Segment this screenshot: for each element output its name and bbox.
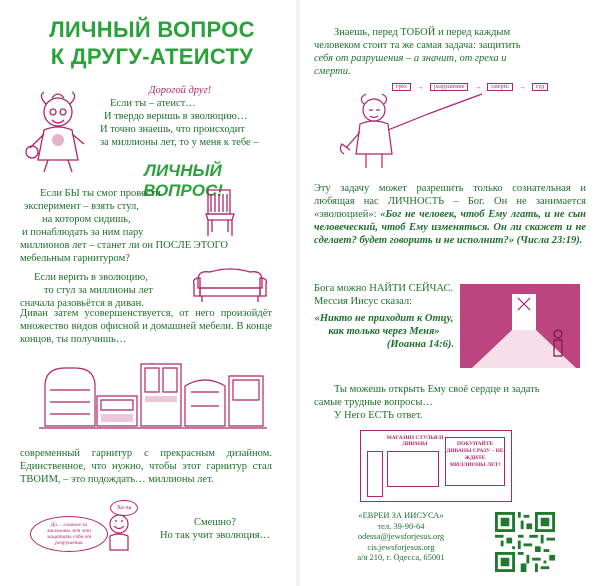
god-paragraph xyxy=(314,182,586,247)
teacher-illustration xyxy=(334,92,494,170)
paragraph-line: на котором сидишь, xyxy=(42,214,131,225)
chain-box: грех xyxy=(392,83,411,91)
org-name: «ЕВРЕИ ЗА ИИСУСА» xyxy=(358,510,444,520)
sin-chain-diagram: грех → разрушение → смерть → суд xyxy=(392,80,592,94)
paragraph-line: миллионов лет – станет ли он ПОСЛЕ ЭТОГО xyxy=(20,240,228,251)
left-panel xyxy=(0,0,296,586)
email: odessa@jewsforjesus.org xyxy=(357,531,445,541)
paragraph-line: У Него ЕСТЬ ответ. xyxy=(334,410,423,421)
chain-box: суд xyxy=(532,83,548,91)
intro-line: И твердо веришь в эволюцию… xyxy=(104,111,248,122)
paragraph-line: Ты можешь открыть Ему своё сердце и задать xyxy=(334,384,540,395)
website: cis.jewsforjesus.org xyxy=(367,541,435,552)
paragraph-line: человеком стоит та же самая задача: защитить xyxy=(314,40,521,51)
leaflet-title xyxy=(22,16,282,70)
numbers-quote: «Бог не человек, чтоб Ему лгать, и не сын человеческий, чтоб Ему изменяться. Он ли скажет и не сделает? будет говорить и не исполнит?» (Числа 23:19). xyxy=(314,209,587,246)
contacts xyxy=(326,510,476,563)
title-line-2: К ДРУГУ-АТЕИСТУ xyxy=(50,44,254,69)
shop-door xyxy=(367,451,383,497)
greeting: Дорогой друг! xyxy=(148,85,212,96)
chain-box: разрушение xyxy=(430,83,468,91)
phone: тел. 39-90-64 xyxy=(377,520,425,531)
speech-bubble-text: Да… главное за миллионы лет это защитить себя от разрушения xyxy=(46,522,92,546)
laugh-bubble-text: Ха-ха xyxy=(116,505,132,511)
right-panel xyxy=(300,0,600,586)
paragraph-line: и понаблюдать за ним пару xyxy=(22,227,144,238)
funny-line: Но так учит эволюция… xyxy=(159,530,271,541)
find-god-text: Бога можно НАЙТИ СЕЙЧАС. Мессия Иисус сказал: xyxy=(314,283,454,307)
paragraph-line: эксперимент – взять стул, xyxy=(24,201,139,212)
personal-question-heading: ЛИЧНЫЙ ВОПРОС! xyxy=(143,161,223,200)
closing-paragraph xyxy=(314,383,594,422)
paragraph-line: сначала разовьётся в диван. xyxy=(20,298,144,309)
qr-code-icon xyxy=(495,512,555,572)
speech-bubble xyxy=(30,516,108,552)
furniture-paragraph: Диван затем усовершенствуется, от него произойдёт множество видов офисной и домашней мебели. В конце концов, ты получишь… xyxy=(20,308,272,345)
task-paragraph xyxy=(314,26,586,78)
god-text: Эту задачу может разрешить только сознательная и любящая нас ЛИЧНОСТЬ – Бог. Он не занимается «эволюцией»: xyxy=(314,183,586,220)
furniture-shop-illustration xyxy=(360,430,512,502)
intro-line: Если ты – атеист… xyxy=(110,98,196,109)
shop-sign: МАГАЗИН СТУЛЬЯ И ДИВАНЫ xyxy=(386,435,444,447)
intro-line: за миллионы лет, то у меня к тебе – xyxy=(100,137,259,148)
funny-line: Смешно? xyxy=(194,517,236,528)
intro-line: И точно знаешь, что происходит xyxy=(100,124,245,135)
sofa-illustration xyxy=(190,266,270,306)
furniture-set-illustration xyxy=(35,356,270,436)
paragraph-line: смерти. xyxy=(314,66,351,77)
funny-text xyxy=(150,516,280,542)
paragraph-line: то стул за миллионы лет xyxy=(44,285,153,296)
paragraph-line: мебельным гарнитуром? xyxy=(20,253,130,264)
open-door-illustration xyxy=(460,284,580,368)
shop-window xyxy=(387,451,439,487)
old-man-illustration xyxy=(22,90,92,175)
chair-illustration xyxy=(200,186,240,238)
shop-board: ПОКУПАЙТЕ ДИВАНЫ СРАЗУ – НЕ ЖДИТЕ МИЛЛИОНЫ ЛЕТ! xyxy=(445,437,505,486)
paragraph-line: Если БЫ ты смог провести xyxy=(40,188,161,199)
intro-text xyxy=(100,97,290,149)
chain-box: смерть xyxy=(487,83,512,91)
paragraph-line: самые трудные вопросы… xyxy=(314,397,433,408)
title-line-1: ЛИЧНЫЙ ВОПРОС xyxy=(49,17,255,42)
sofa-paragraph xyxy=(20,271,190,310)
paragraph-line: Если верить в эволюцию, xyxy=(34,272,148,283)
find-god-paragraph xyxy=(314,282,454,351)
paragraph-line: себя от разрушения – а значит, от греха и xyxy=(314,53,507,64)
john-quote: «Никто не приходит к Отцу, как только через Меня» xyxy=(314,313,454,337)
john-reference: (Иоанна 14:6). xyxy=(386,339,454,350)
paragraph-line: Знаешь, перед ТОБОЙ и перед каждым xyxy=(334,27,511,38)
address: а/я 210, г. Одесса, 65001 xyxy=(357,552,445,562)
laughing-man-illustration xyxy=(104,512,134,552)
modern-set-paragraph: современный гарнитур с прекрасным дизайном. Единственное, что нужно, чтобы этот гарнитур стал ТВОИМ, – это подождать… миллионы лет. xyxy=(20,448,272,485)
